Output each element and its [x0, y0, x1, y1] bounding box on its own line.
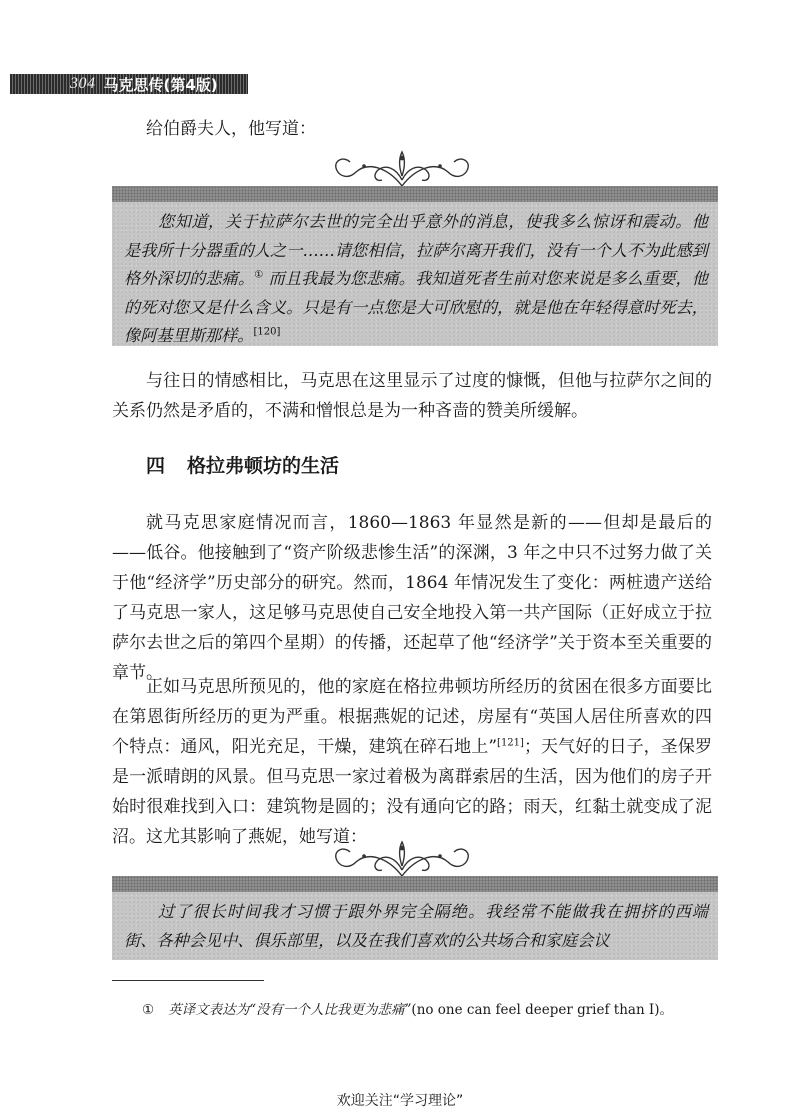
ornament-divider-bottom [330, 840, 474, 878]
ornament-divider-top [330, 150, 474, 188]
paragraph-3: 正如马克思所预见的，他的家庭在格拉弗顿坊所经历的贫困在很多方面要比在第恩街所经历的更为严重。根据燕妮的记述，房屋有“英国人居住所喜欢的四个特点：通风，阳光充足，干燥，建筑在碎石地上”[121]；天气好的日子，圣保罗是一派晴朗的风景。但马克思一家过着极为离群索居的生活，因为他们的房子开始时很难找到入口：建筑物是圆的；没有通向它的路；雨天，红黏土就变成了泥沼。这尤其影响了燕妮，她写道： [112, 677, 713, 847]
bottom-caption: 欢迎关注“学习理论” [336, 1093, 464, 1109]
running-header [10, 74, 248, 94]
page-number: 304 [70, 75, 96, 92]
footnote-marker: ① [254, 269, 264, 281]
footnote-mark: ① [142, 1002, 155, 1018]
intro-line: 给伯爵夫人，他写道： [146, 119, 316, 139]
block-quote-2 [112, 876, 718, 960]
quote-text: 您知道，关于拉萨尔去世的完全出乎意外的消息，使我多么惊讶和震动。他是我所十分器重的人之一……请您相信，拉萨尔离开我们，没有一个人不为此感到格外深切的悲痛。① 而且我最为您悲痛。我知道死者生前对您来说是多么重要，他的死对您又是什么含义。只是有一点您是大可欣慰的，就是他在年轻得意时死去，像阿基里斯那样。[120] [124, 212, 709, 345]
footnote-rule [112, 980, 264, 981]
paragraph-1: 与往日的情感相比，马克思在这里显示了过度的慷慨，但他与拉萨尔之间的关系仍然是矛盾的，不满和憎恨总是为一种吝啬的赞美所缓解。 [112, 371, 712, 421]
footnote: ① 英译文表达为“没有一个人比我更为悲痛”(no one can feel deeper grief than I)。 [142, 1002, 674, 1018]
paragraph-2: 就马克思家庭情况而言，1860—1863 年显然是新的——但却是最后的——低谷。他接触到了“资产阶级悲惨生活”的深渊，3 年之中只不过努力做了关于他“经济学”历史部分的研究。然而，1864 年情况发生了变化：两桩遗产送给了马克思一家人，这足够马克思使自己安全地投入第一共产国际（正好成立于拉萨尔去世之后的第四个星期）的传播，还起草了他“经济学”关于资本至关重要的章节。 [112, 513, 712, 683]
section-heading [146, 451, 339, 478]
section-title: 格拉弗顿坊的生活 [187, 455, 340, 477]
quote-band [112, 876, 718, 892]
book-title: 马克思传(第4版) [103, 75, 218, 94]
section-number: 四 [146, 455, 166, 477]
quote-band [112, 186, 718, 202]
citation: [121] [497, 737, 524, 749]
quote-text: 过了很长时间我才习惯于跟外界完全隔绝。我经常不能做我在拥挤的西端街、各种会见中、俱乐部里，以及在我们喜欢的公共场合和家庭会议 [124, 902, 708, 950]
block-quote-1 [112, 186, 718, 346]
citation: [120] [253, 326, 281, 338]
